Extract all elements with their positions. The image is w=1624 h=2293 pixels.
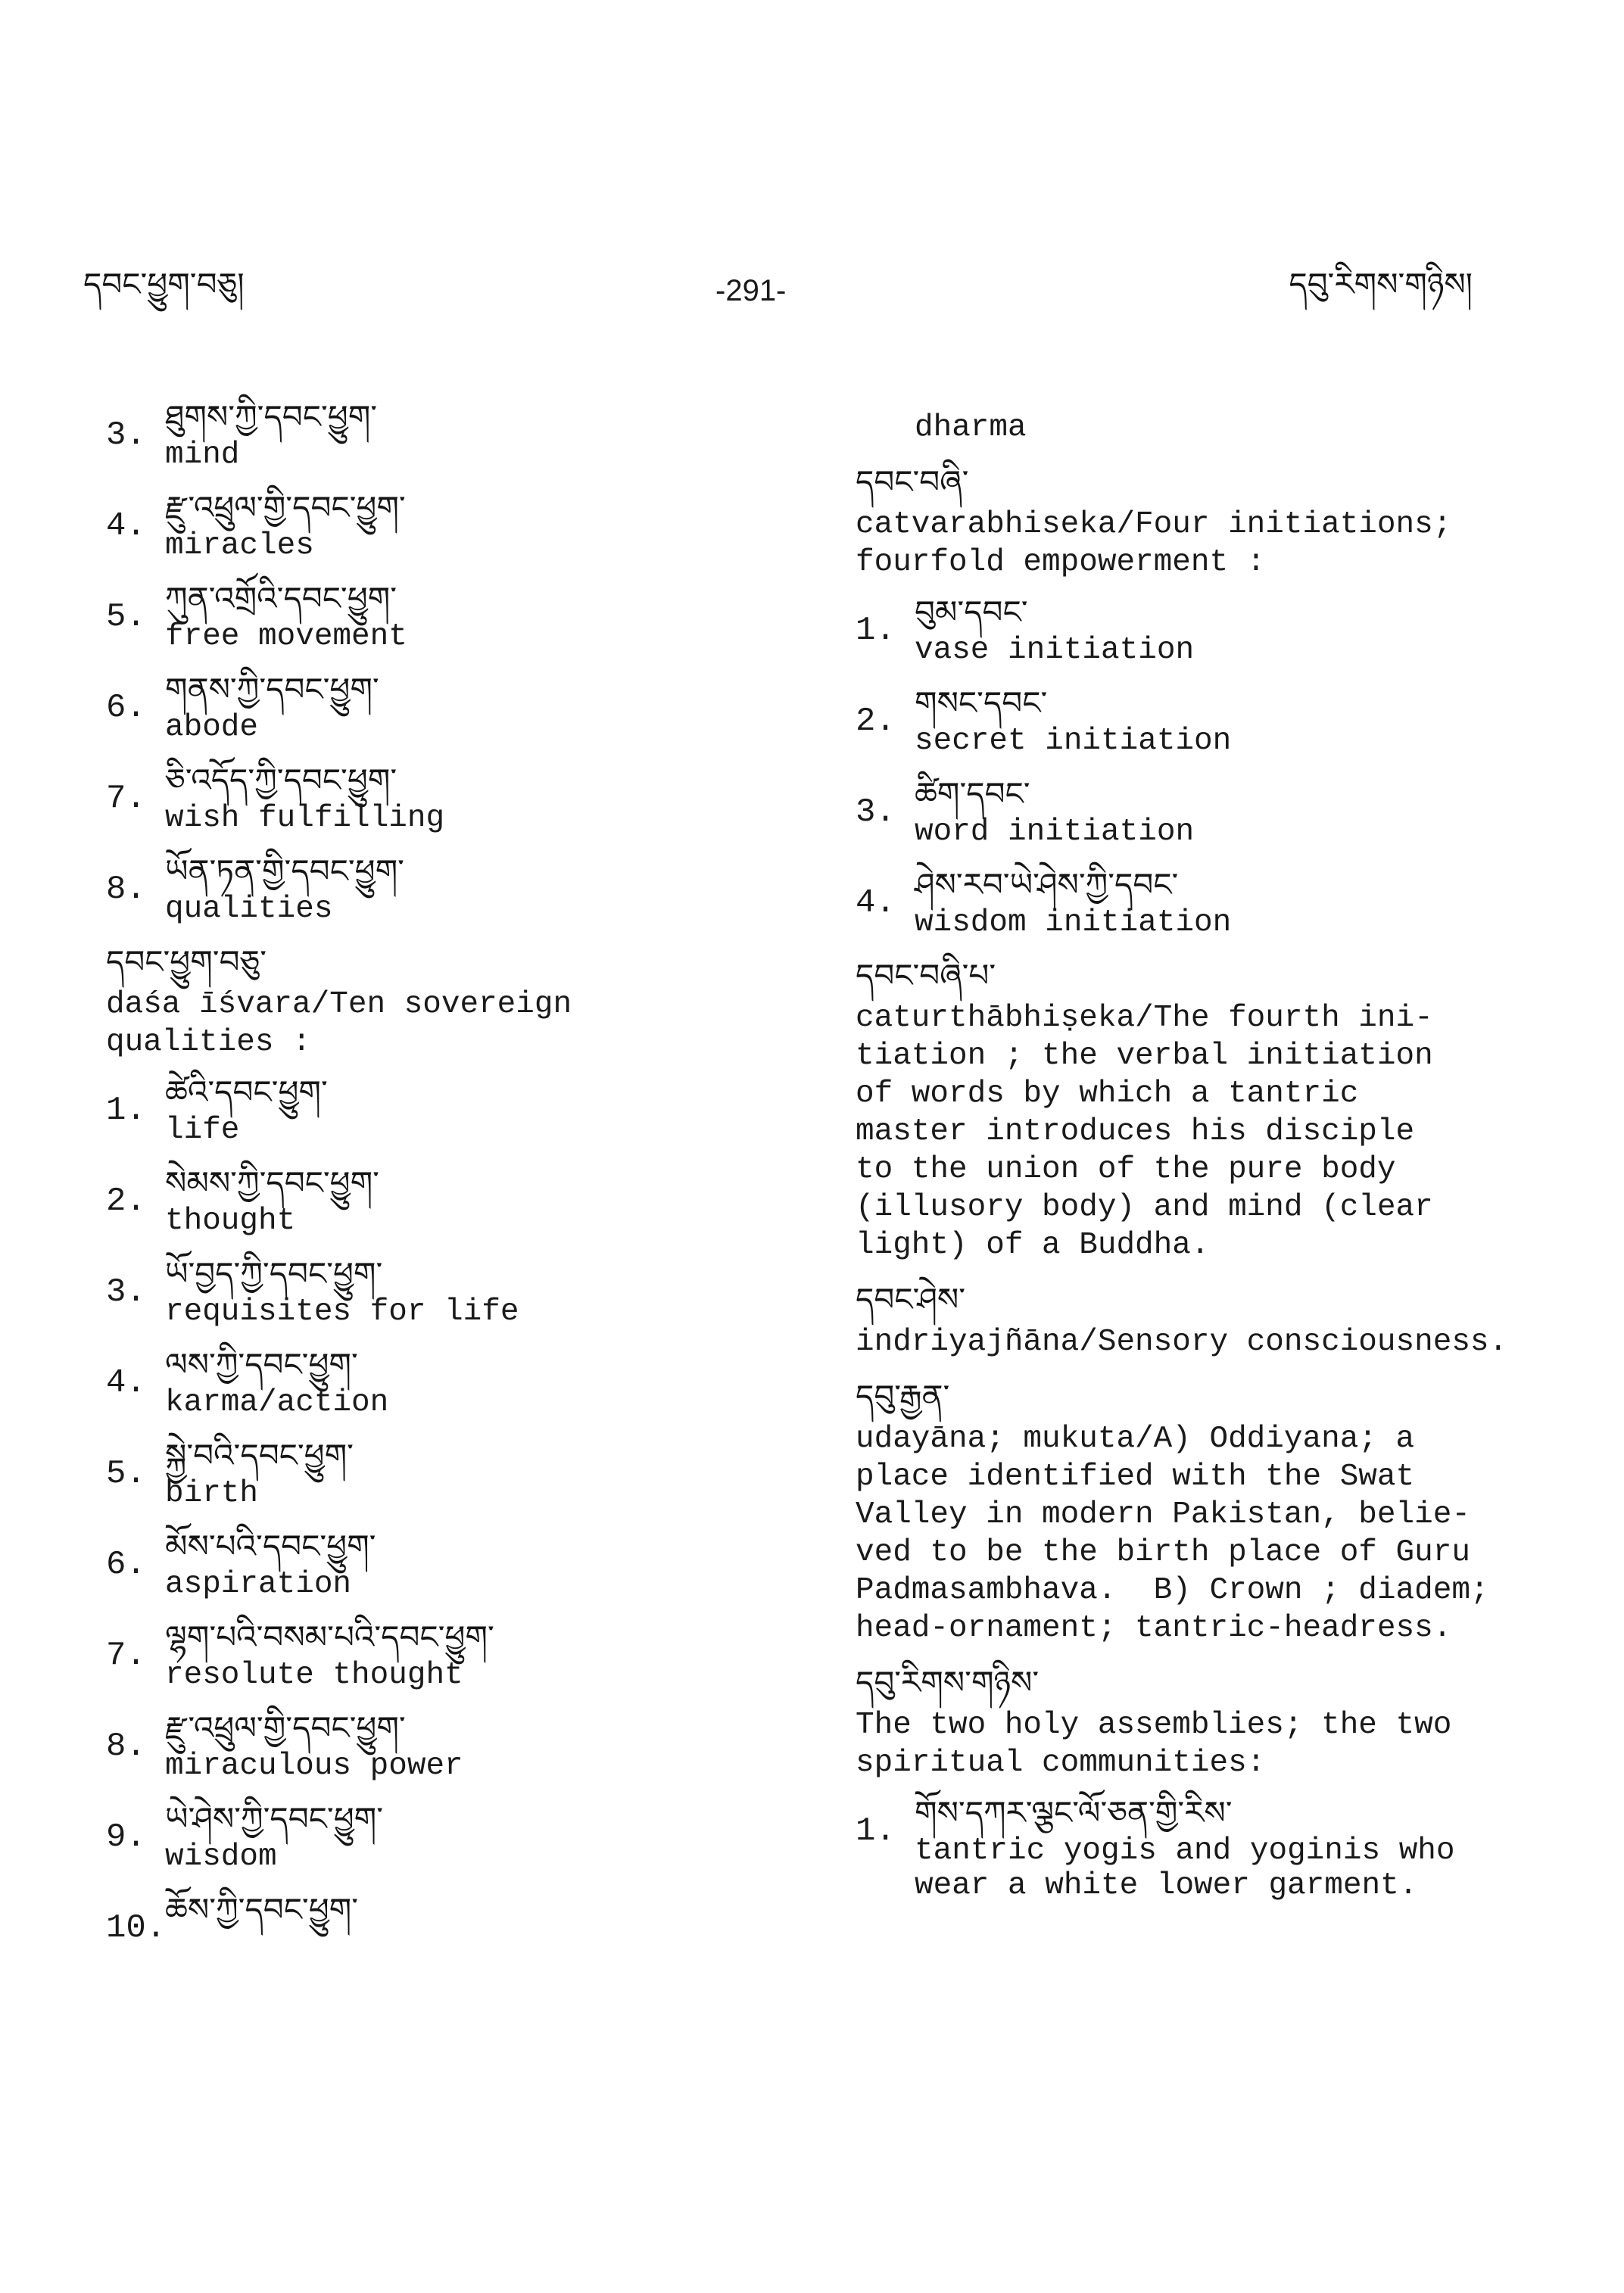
english-gloss: birth [165, 1476, 259, 1511]
headword: དབུ་རྒྱན་ [856, 1378, 950, 1415]
english-gloss: wish fulfilling [165, 801, 445, 836]
four-initiations-list [856, 594, 1537, 940]
definition: indriyajñāna/Sensory consciousness. [856, 1325, 1508, 1360]
item-number: 10. [106, 1909, 167, 1947]
tibetan-term: རྫུ་འཕྲུལ་གྱི་དབང་ཕྱུག་ [165, 489, 406, 526]
english-gloss: secret initiation [915, 724, 1232, 759]
tibetan-term: ཤེས་རབ་ཡེ་ཤེས་ཀྱི་དབང་ [915, 866, 1179, 903]
running-header-right: དབུ་རིགས་གཉིས། [1289, 266, 1473, 303]
list-item [106, 671, 787, 745]
english-gloss: wisdom initiation [915, 905, 1232, 940]
english-gloss: miraculous power [165, 1749, 463, 1784]
tibetan-term: ཚེའི་དབང་ཕྱུག་ [165, 1073, 328, 1111]
item-number: 2. [106, 1182, 146, 1220]
list-item [856, 684, 1537, 759]
english-gloss: life [165, 1113, 240, 1148]
headword: དབུ་རིགས་གཉིས་ [856, 1664, 1040, 1701]
tibetan-term: ཀུན་འགྲོའི་དབང་ཕྱུག་ [165, 580, 397, 617]
english-gloss: mind [165, 438, 240, 472]
tibetan-term: ཡེ་ཤེས་ཀྱི་དབང་ཕྱུག་ [165, 1800, 384, 1837]
headword: དབང་ཕྱུག་བཅུ་ [106, 943, 267, 980]
dictionary-entry [856, 1664, 1537, 1782]
item-number: 9. [106, 1818, 146, 1856]
right-column [856, 409, 1537, 1923]
tibetan-term: གནས་ཀྱི་དབང་ཕྱུག་ [165, 671, 379, 708]
tibetan-term: སྐྱེ་བའི་དབང་ཕྱུག་ [165, 1437, 354, 1474]
dictionary-entry [856, 957, 1537, 1264]
english-gloss: qualities [165, 892, 333, 927]
running-header-left: དབང་ཕྱུག་བཅུ། [83, 266, 245, 303]
english-gloss: abode [165, 710, 259, 745]
item-number: 3. [856, 793, 896, 831]
tibetan-term: གོས་དཀར་ལྕང་ལོ་ཅན་གྱི་རིས་ [915, 1794, 1233, 1831]
english-gloss: thought [165, 1204, 296, 1238]
item-number: 6. [106, 689, 146, 727]
tibetan-term: རྫུ་འཕྲུལ་གྱི་དབང་ཕྱུག་ [165, 1709, 406, 1746]
list-item [106, 1528, 787, 1602]
list-item [106, 762, 787, 836]
tibetan-term: གསང་དབང་ [915, 684, 1048, 721]
item-number: 3. [106, 416, 146, 454]
definition: daśa īśvara/Ten sovereign qualities : [106, 987, 572, 1060]
tibetan-term: ལྷག་པའི་བསམ་པའི་དབང་ཕྱུག་ [165, 1618, 494, 1656]
item-number: 4. [856, 884, 896, 922]
dictionary-entry [856, 1281, 1537, 1361]
item-number: 4. [106, 507, 146, 545]
tibetan-term: ཅི་འདོད་ཀྱི་དབང་ཕྱུག་ [165, 762, 397, 799]
item-number: 5. [106, 598, 146, 636]
english-gloss: word initiation [915, 815, 1195, 849]
item-number: 3. [106, 1273, 146, 1311]
list-item [106, 852, 787, 927]
tibetan-term: བུམ་དབང་ [915, 594, 1028, 631]
list-item [106, 489, 787, 563]
english-gloss: wisdom [165, 1840, 277, 1874]
item-number: 4. [106, 1364, 146, 1402]
list-item [106, 1437, 787, 1511]
list-item [856, 594, 1537, 668]
list-item [106, 398, 787, 472]
ten-sovereign-qualities-list [106, 1073, 787, 1947]
item-number: 8. [106, 871, 146, 908]
list-item [106, 1346, 787, 1420]
tibetan-term: ཚིག་དབང་ [915, 775, 1030, 812]
item-number: 5. [106, 1455, 146, 1493]
tibetan-term: ཡོ་བྱད་ཀྱི་དབང་ཕྱུག་ [165, 1255, 383, 1292]
list-item [106, 1618, 787, 1693]
english-gloss: tantric yogis and yoginis who wear a white lower garment. [915, 1833, 1455, 1903]
english-gloss: miracles [165, 528, 314, 563]
list-item [106, 1709, 787, 1784]
english-gloss: aspiration [165, 1567, 352, 1602]
headword: དབང་བཞི་པ་ [856, 957, 996, 994]
list-item [106, 1164, 787, 1238]
headword: དབང་ཤེས་ [856, 1281, 966, 1318]
dictionary-entry [106, 943, 787, 1061]
list-item [856, 1794, 1537, 1903]
headword: དབང་བཞི་ [856, 463, 969, 500]
definition: The two holy assemblies; the two spiritual communities: [856, 1708, 1452, 1781]
definition: catvarabhiseka/Four initiations; fourfold empowerment : [856, 507, 1452, 580]
tibetan-term: ཡོན་ཏན་གྱི་དབང་ཕྱུག་ [165, 852, 404, 889]
item-number: 1. [856, 1812, 896, 1850]
item-number: 7. [106, 1637, 146, 1675]
sovereignty-list-continued [106, 398, 787, 927]
english-gloss: vase initiation [915, 633, 1195, 668]
page-number: -291- [715, 274, 787, 307]
item-number: 1. [856, 612, 896, 650]
tibetan-term: མོས་པའི་དབང་ཕྱུག་ [165, 1528, 376, 1565]
tibetan-term: སེམས་ཀྱི་དབང་ཕྱུག་ [165, 1164, 379, 1201]
list-item [106, 580, 787, 654]
two-assemblies-list [856, 1794, 1537, 1903]
tibetan-term: ཐུགས་ཀྱི་དབང་ཕྱུག་ [165, 398, 378, 435]
item-number: 1. [106, 1092, 146, 1129]
tibetan-term: ཆོས་ཀྱི་དབང་ཕྱུག་ [165, 1891, 359, 1928]
english-gloss: karma/action [165, 1385, 389, 1420]
dictionary-entry [856, 463, 1537, 581]
left-column [106, 398, 787, 1947]
item-number: 8. [106, 1728, 146, 1765]
item-number: 2. [856, 703, 896, 740]
list-item [106, 1891, 787, 1947]
english-gloss: resolute thought [165, 1658, 463, 1693]
definition: caturthābhiṣeka/The fourth ini- tiation ; the verbal initiation of words by which a tantric master introduces his disciple to the union of the pure body (illusory body) and mind (clear light) of a Buddha. [856, 1001, 1433, 1263]
item-number: 6. [106, 1546, 146, 1584]
list-item [106, 1073, 787, 1148]
list-item [856, 866, 1537, 940]
continued-gloss: dharma [915, 410, 1027, 445]
english-gloss: requisites for life [165, 1294, 519, 1329]
tibetan-term: ལས་ཀྱི་དབང་ཕྱུག་ [165, 1346, 358, 1383]
list-item [106, 1255, 787, 1329]
dictionary-entry [856, 1378, 1537, 1647]
list-item [856, 775, 1537, 849]
english-gloss: free movement [165, 619, 407, 654]
definition: udayāna; mukuta/A) Oddiyana; a place identified with the Swat Valley in modern Pakistan, belie- ved to be the birth place of Guru Padmasambhava. B) Crown ; diadem; head-ornament; tantric-headress. [856, 1422, 1489, 1646]
item-number: 7. [106, 780, 146, 818]
list-item [106, 1800, 787, 1874]
